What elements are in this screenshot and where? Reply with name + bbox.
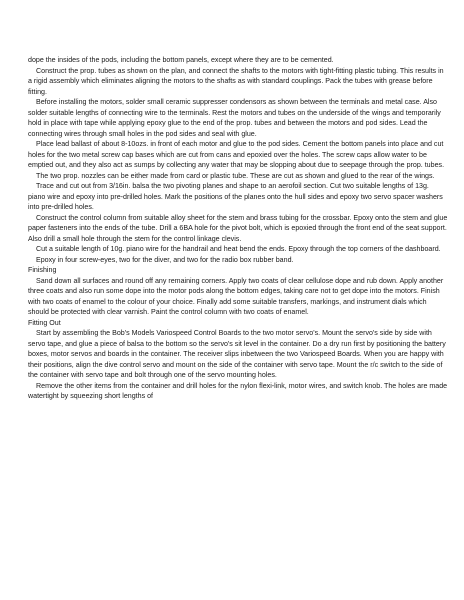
paragraph-control-column: Construct the control column from suitable alloy sheet for the stem and brass tubing for the crossbar. Epoxy onto the stem and glue paper fasteners into the ends of the tube. Drill a 6BA hole for the pivot bolt, which is epoxied through the front end of the seat support. Also drill a small hole through the stem for the control linkage clevis. <box>28 213 448 243</box>
paragraph-pivoting-planes: Trace and cut out from 3/16in. balsa the two pivoting planes and shape to an aerofoil section. Cut two suitable lengths of 13g. piano wire and epoxy into pre-drilled holes. Mark the positions of the planes onto the hull sides and epoxy two servo spacer washers into pre-drilled holes. <box>28 182 443 211</box>
paragraph-prop-nozzles: The two prop. nozzles can be either made from card or plastic tube. These are cut as shown and glued to the rear of the wings. <box>36 171 435 180</box>
section-heading-finishing: Finishing <box>28 266 57 274</box>
paragraph-variospeed-boards: Start by assembling the Bob's Models Variospeed Control Boards to the two motor servo's. Mount the servo's side by side with servo tape, and glue a piece of balsa to the bottom so the servo's sit level in the container. Do a dry run first by positioning the battery boxes, motor servos and boards in the container. The receiver slips inbetween the two Variospeed Boards. When you are happy with their positions, align the dive control servo and mount on the side of the container with servo tape. Mount the r/c switch to the side of the container with servo tape and bolt through one of the servo mounting holes. <box>28 329 446 379</box>
paragraph-prop-tubes: Construct the prop. tubes as shown on the plan, and connect the shafts to the motors with tight-fitting plastic tubing. This results in a rigid assembly which eliminates aligning the motors to the shafts as with standard couplings. Pack the tubes with grease before fitting. <box>28 66 444 96</box>
paragraph-installing-motors: Before installing the motors, solder small ceramic suppresser condensors as shown between the terminals and metal case. Also solder suitable lengths of connecting wire to the terminals. Rest the motors and tubes on the underside of the wings and temporarily hold in place with tape while applying epoxy glue to the end of the prop. tubes and between the motors and pod sides. Lead the connecting wires through small holes in the pod sides and seal with glue. <box>28 98 441 138</box>
section-heading-fitting-out: Fitting Out <box>28 318 61 327</box>
paragraph-handrail: Cut a suitable length of 10g. piano wire for the handrail and heat bend the ends. Epoxy through the top corners of the dashboard. <box>36 245 441 253</box>
paragraph-screw-eyes: Epoxy in four screw-eyes, two for the diver, and two for the radio box rubber band. <box>36 255 294 264</box>
paragraph-finishing: Sand down all surfaces and round off any remaining corners. Apply two coats of clear cellulose dope and rub down. Apply another three coats and also run some dope into the motor pods along the bottom edges, taking care not to get dope into the motors. Finish with two coats of enamel to the colour of your choice. Finally add some suitable transfers, markings, and instrument dials which should be protected with clear varnish. Paint the control column with two coats of enamel. <box>28 276 444 316</box>
paragraph-drill-holes: Remove the other items from the container and drill holes for the nylon flexi-link, motor wires, and switch knob. The holes are made watertight by squeezing short lengths of <box>28 381 448 400</box>
paragraph-dope-insides: dope the insides of the pods, including the bottom panels, except where they are to be cemented. <box>28 56 334 64</box>
paragraph-lead-ballast: Place lead ballast of about 8-10ozs. in front of each motor and glue to the pod sides. Cement the bottom panels into place and cut holes for the two metal screw cap bases which are cut from cans and epoxied over the holes. The screw caps allow water to be emptied out, and they also act as sumps by collecting any water that may be slopping about due to seepage through the prop. tubes. <box>28 140 445 169</box>
document-page <box>28 55 448 402</box>
